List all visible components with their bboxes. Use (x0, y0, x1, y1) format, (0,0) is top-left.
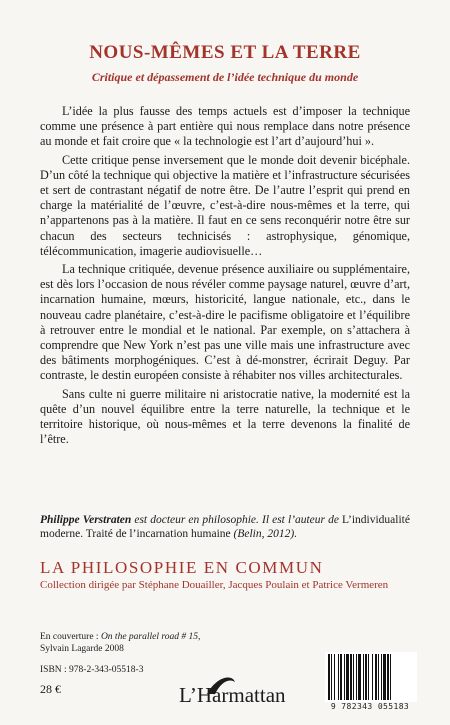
book-title: NOUS-MÊMES ET LA TERRE (89, 42, 361, 63)
book-subtitle: Critique et dépassement de l’idée technique du monde (91, 70, 359, 84)
author-bio-text: est docteur en philosophie. Il est l’auteur de (131, 514, 343, 526)
author-book-subtitle: . Traité de l’incarnation humaine (80, 528, 234, 540)
barcode-number: 9 782343 055183 (330, 702, 410, 711)
author-book-title: L’individualité moderne (40, 514, 410, 540)
blurb-paragraph: L’idée la plus fausse des temps actuels est d’imposer la technique comme une présence à part entière qui nous remplace dans notre présence au monde et fait croire que « la technologie est l’art d’aujourd’hui ». (40, 104, 410, 149)
author-bio (40, 513, 410, 541)
cover-credit-prefix: En couverture : (40, 632, 101, 642)
cover-credit-artist: Sylvain Lagarde 2008 (40, 644, 124, 654)
publisher-logo (177, 672, 287, 706)
blurb-paragraph: Cette critique pense inversement que le monde doit devenir bicéphale. D’un côté la technique qui objective la matière et l’infrastructure sécurisées et sert de contrastant négatif de notre être. De l’autre l’esprit qui prend en charge la matérialité de l’œuvre, c’est-à-dire nous-mêmes et la terre, qui n’appartenons pas à la matière. Il faut en ce sens reconquérir notre être sur chacun des secteurs technicisés : astrophysique, génomique, télécommunication, imagerie audiovisuelle… (40, 152, 410, 258)
publisher-name: L’Harmattan (179, 683, 286, 706)
series-name: LA PHILOSOPHIE EN COMMUN (40, 558, 324, 577)
barcode-icon (325, 652, 417, 702)
author-book-publisher: (Belin, 2012). (233, 528, 298, 540)
cover-credit-work: On the parallel road # 15 (100, 632, 198, 642)
blurb (40, 104, 410, 450)
blurb-paragraph: Sans culte ni guerre militaire ni aristocratie native, la modernité est la quête d’un nouvel équilibre entre la terre naturelle, la technique et le territoire historique, où nous-mêmes et la terre devenons la finalité de l’être. (40, 386, 410, 447)
series-direction: Collection dirigée par Stéphane Douailler, Jacques Poulain et Patrice Vermeren (40, 579, 389, 591)
blurb-paragraph: La technique critiquée, devenue présence auxiliaire ou supplémentaire, est dès lors l’occasion de nous révéler comme paysage naturel, œuvre d’art, incarnation humaine, mœurs, historicité, langue nationale, etc., dans le nouveau cadre planétaire, c’est-à-dire le pacifisme obligatoire et l’équilibre à retrouver entre le mondial et le national. Par exemple, on s’attachera à comprendre que New York n’est pas une ville mais une infrastructure avec des bâtiments morphogéniques. C’est à dé-monstrer, écrirait Deguy. Par contraste, le destin européen consiste à réhabiter nos villes architecturales. (40, 262, 410, 383)
cover-credit (40, 631, 280, 655)
isbn: ISBN : 978-2-343-05518-3 (40, 665, 144, 675)
author-name: Philippe Verstraten (40, 514, 132, 526)
cover-credit-suffix: , (197, 632, 201, 642)
price: 28 € (40, 682, 61, 696)
